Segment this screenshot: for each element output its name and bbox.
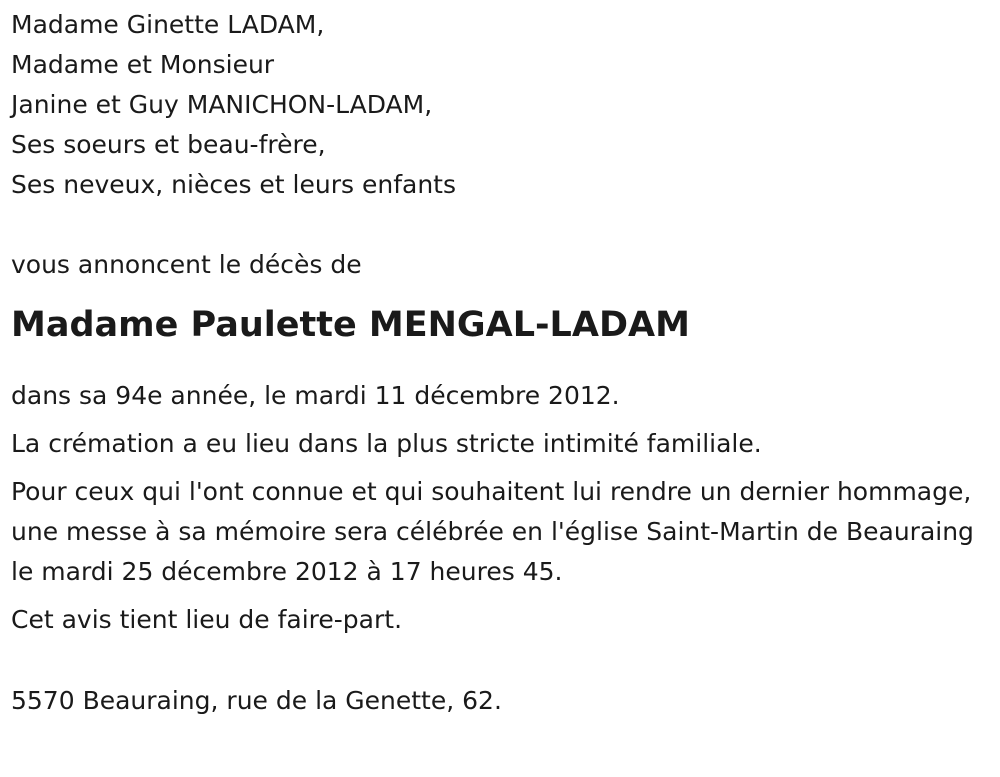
family-list — [11, 5, 986, 205]
family-line: Madame et Monsieur — [11, 50, 275, 79]
deceased-name: Madame Paulette MENGAL-LADAM — [11, 305, 690, 345]
address: 5570 Beauraing, rue de la Genette, 62. — [11, 686, 502, 715]
family-line: Ses neveux, nièces et leurs enfants — [11, 170, 456, 199]
death-date-paragraph: dans sa 94e année, le mardi 11 décembre 2012. — [11, 381, 620, 410]
announcement-text: vous annoncent le décès de — [11, 250, 362, 279]
death-notice — [11, 5, 986, 721]
mass-paragraph: Pour ceux qui l'ont connue et qui souhaitent lui rendre un dernier hommage, une messe à sa mémoire sera célébrée en l'église Saint-Martin de Beauraing le mardi 25 décembre 2012 à 17 heures 45. — [11, 477, 974, 586]
family-line: Madame Ginette LADAM, — [11, 10, 325, 39]
spacer — [11, 205, 986, 245]
notice-paragraph: Cet avis tient lieu de faire-part. — [11, 605, 403, 634]
family-line: Ses soeurs et beau-frère, — [11, 130, 326, 159]
cremation-paragraph: La crémation a eu lieu dans la plus stricte intimité familiale. — [11, 429, 762, 458]
family-line: Janine et Guy MANICHON-LADAM, — [11, 90, 433, 119]
